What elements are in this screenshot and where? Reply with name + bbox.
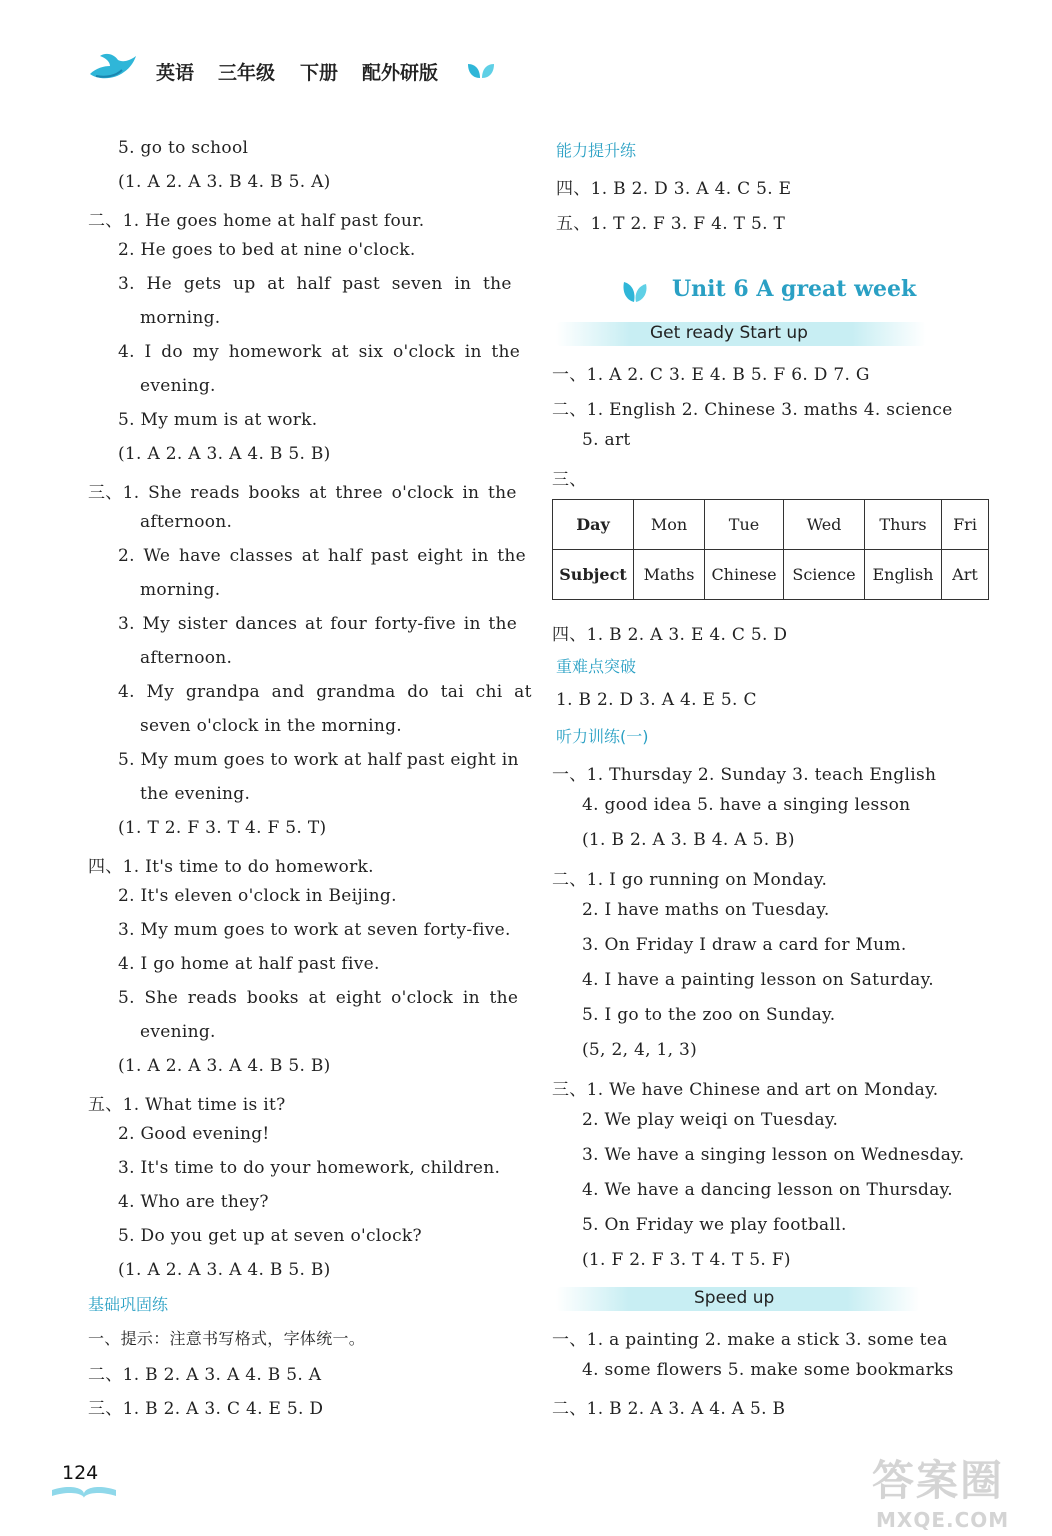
table-row: [553, 550, 989, 600]
right-line: 一、1. A 2. C 3. E 4. B 5. F 6. D 7. G: [552, 365, 870, 385]
left-line: afternoon.: [140, 648, 233, 668]
section-heading: 基础巩固练: [88, 1295, 169, 1314]
band-label: Speed up: [694, 1288, 775, 1308]
table-cell: Tue: [705, 500, 784, 550]
right-line: 四、1. B 2. A 3. E 4. C 5. D: [552, 625, 788, 645]
left-line: (1. A 2. A 3. B 4. B 5. A): [118, 172, 331, 192]
left-line: 2. He goes to bed at nine o'clock.: [118, 240, 416, 260]
table-cell: Science: [784, 550, 865, 600]
right-line: 1. B 2. D 3. A 4. E 5. C: [556, 690, 757, 710]
table-cell: English: [865, 550, 942, 600]
table-row: [553, 500, 989, 550]
left-line: 三、1. She reads books at three o'clock in the: [88, 483, 517, 503]
page-number-text: 124: [62, 1462, 99, 1484]
left-line: 5. My mum goes to work at half past eight in: [118, 750, 519, 770]
left-line: evening.: [140, 376, 216, 396]
section-band: [556, 322, 926, 346]
left-line: (1. A 2. A 3. A 4. B 5. B): [118, 1056, 331, 1076]
right-line: 4. good idea 5. have a singing lesson: [582, 795, 911, 815]
section-band: [556, 1287, 920, 1311]
table-cell: Chinese: [705, 550, 784, 600]
header-volume: 下册: [300, 62, 339, 84]
watermark-logo: 答案圈: [872, 1456, 1005, 1505]
schedule-table: [552, 499, 989, 600]
left-line: 4. Who are they?: [118, 1192, 269, 1212]
table-cell: Wed: [784, 500, 865, 550]
left-line: 5. My mum is at work.: [118, 410, 318, 430]
left-line: 3. He gets up at half past seven in the: [118, 274, 512, 294]
left-line: 2. Good evening!: [118, 1124, 270, 1144]
leaf-icon: [466, 62, 496, 80]
left-line: 四、1. It's time to do homework.: [88, 857, 374, 877]
left-line: 2. It's eleven o'clock in Beijing.: [118, 886, 397, 906]
table-cell: Mon: [634, 500, 705, 550]
right-line: 2. I have maths on Tuesday.: [582, 900, 830, 920]
right-line: 二、1. B 2. A 3. A 4. A 5. B: [552, 1399, 786, 1419]
right-line: 一、1. a painting 2. make a stick 3. some tea: [552, 1330, 948, 1350]
left-line: 4. I do my homework at six o'clock in the: [118, 342, 521, 362]
right-line: 二、1. I go running on Monday.: [552, 870, 828, 890]
right-line: 3. We have a singing lesson on Wednesday.: [582, 1145, 965, 1165]
left-line: seven o'clock in the morning.: [140, 716, 402, 736]
left-line: 一、提示：注意书写格式，字体统一。: [88, 1329, 366, 1348]
right-line: 2. We play weiqi on Tuesday.: [582, 1110, 839, 1130]
right-line: (1. F 2. F 3. T 4. T 5. F): [582, 1250, 791, 1270]
table-cell: Art: [942, 550, 989, 600]
table-cell: Subject: [553, 550, 634, 600]
left-line: 2. We have classes at half past eight in the: [118, 546, 527, 566]
left-line: 三、1. B 2. A 3. C 4. E 5. D: [88, 1399, 324, 1419]
leaf-icon: [620, 280, 650, 304]
right-line: 5. I go to the zoo on Sunday.: [582, 1005, 836, 1025]
table-cell: Day: [553, 500, 634, 550]
table-cell: Fri: [942, 500, 989, 550]
left-line: (1. A 2. A 3. A 4. B 5. B): [118, 444, 331, 464]
header-edition: 配外研版: [362, 62, 439, 84]
right-line: 四、1. B 2. D 3. A 4. C 5. E: [556, 179, 792, 199]
left-line: morning.: [140, 580, 221, 600]
band-label: Get ready Start up: [650, 323, 808, 343]
left-line: 二、1. B 2. A 3. A 4. B 5. A: [88, 1365, 322, 1385]
table-cell: Thurs: [865, 500, 942, 550]
right-line: 5. art: [582, 430, 631, 450]
right-line: (1. B 2. A 3. B 4. A 5. B): [582, 830, 795, 850]
table-cell: Maths: [634, 550, 705, 600]
right-line: 三、: [552, 470, 587, 490]
unit-title: Unit 6 A great week: [672, 276, 917, 302]
left-line: 4. I go home at half past five.: [118, 954, 380, 974]
section-heading: 重难点突破: [556, 657, 637, 676]
left-line: 3. My mum goes to work at seven forty-five.: [118, 920, 511, 940]
section-heading: 能力提升练: [556, 141, 637, 160]
right-line: 三、1. We have Chinese and art on Monday.: [552, 1080, 939, 1100]
right-line: 4. We have a dancing lesson on Thursday.: [582, 1180, 953, 1200]
right-line: 3. On Friday I draw a card for Mum.: [582, 935, 907, 955]
left-line: 4. My grandpa and grandma do tai chi at: [118, 682, 532, 702]
left-line: 五、1. What time is it?: [88, 1095, 286, 1115]
right-line: 5. On Friday we play football.: [582, 1215, 847, 1235]
bird-logo-icon: [88, 50, 138, 84]
right-line: 五、1. T 2. F 3. F 4. T 5. T: [556, 214, 786, 234]
left-line: 二、1. He goes home at half past four.: [88, 211, 425, 231]
left-line: morning.: [140, 308, 221, 328]
left-line: afternoon.: [140, 512, 233, 532]
left-line: 3. It's time to do your homework, children.: [118, 1158, 501, 1178]
left-line: (1. T 2. F 3. T 4. F 5. T): [118, 818, 327, 838]
header-grade: 三年级: [218, 62, 276, 84]
watermark-url: MXQE.COM: [876, 1508, 1010, 1532]
left-line: 5. Do you get up at seven o'clock?: [118, 1226, 422, 1246]
right-line: (5, 2, 4, 1, 3): [582, 1040, 698, 1060]
right-line: 4. I have a painting lesson on Saturday.: [582, 970, 934, 990]
section-heading: 听力训练(一): [556, 727, 649, 746]
right-line: 4. some flowers 5. make some bookmarks: [582, 1360, 954, 1380]
page-number: [50, 1458, 118, 1498]
right-line: 二、1. English 2. Chinese 3. maths 4. science: [552, 400, 953, 420]
left-line: 5. She reads books at eight o'clock in the: [118, 988, 519, 1008]
right-line: 一、1. Thursday 2. Sunday 3. teach English: [552, 765, 937, 785]
left-line: the evening.: [140, 784, 251, 804]
left-line: (1. A 2. A 3. A 4. B 5. B): [118, 1260, 331, 1280]
left-line: 3. My sister dances at four forty-five in the: [118, 614, 518, 634]
left-line: evening.: [140, 1022, 216, 1042]
watermark: [872, 1448, 1009, 1532]
header-subject: 英语: [156, 62, 195, 84]
left-line: 5. go to school: [118, 138, 249, 158]
